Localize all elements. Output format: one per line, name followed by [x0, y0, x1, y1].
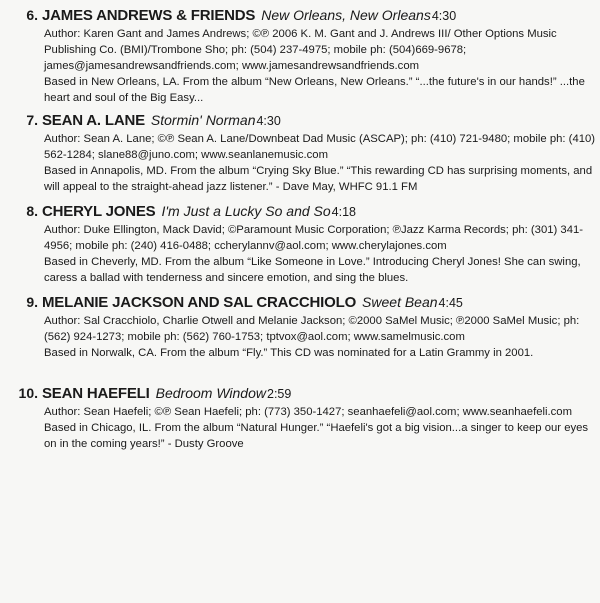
track-body — [44, 26, 596, 106]
track-body — [44, 222, 596, 286]
track-title: I'm Just a Lucky So and So — [161, 203, 331, 219]
track-entry-8 — [12, 201, 596, 286]
track-heading — [12, 5, 596, 25]
track-duration: 4:45 — [438, 296, 463, 310]
track-duration: 2:59 — [267, 387, 292, 401]
track-description: Based in Norwalk, CA. From the album “Fly.” This CD was nominated for a Latin Grammy in 2001. — [44, 347, 534, 359]
track-description: Based in Annapolis, MD. From the album “Crying Sky Blue.” “This rewarding CD has surprising moments, and will appeal to the straight-ahead jazz listener.” - Dave May, WHFC 91.1 FM — [44, 165, 593, 193]
track-title-line — [42, 201, 356, 222]
track-body — [44, 131, 596, 195]
track-title-line — [42, 292, 463, 313]
track-artist: JAMES ANDREWS & FRIENDS — [42, 7, 256, 24]
track-entry-9 — [12, 292, 596, 361]
track-duration: 4:30 — [431, 9, 457, 23]
track-heading — [12, 383, 596, 403]
track-heading — [12, 201, 596, 221]
track-entry-7 — [12, 110, 596, 195]
track-body — [44, 313, 596, 361]
track-artist: MELANIE JACKSON AND SAL CRACCHIOLO — [42, 294, 357, 311]
track-number: 8. — [26, 203, 38, 219]
track-heading — [12, 292, 596, 312]
track-description: Based in Cheverly, MD. From the album “Like Someone in Love.” Introducing Cheryl Jones! She can swing, caress a ballad with tenderness and sincere emotion, and sing the blues. — [44, 256, 581, 284]
track-credits: Author: Karen Gant and James Andrews; ©℗ 2006 K. M. Gant and J. Andrews III/ Other Options Music Publishing Co. (BMI)/Trombone Sho; ph: (504) 237-4975; mobile ph: (504)669-9678; james@jamesandrewsandfriends.com; www.jamesandrewsandfriends.com — [44, 28, 557, 72]
track-artist: CHERYL JONES — [42, 203, 156, 220]
track-number: 6. — [26, 7, 38, 23]
track-title-line — [42, 5, 456, 26]
track-description: Based in New Orleans, LA. From the album “New Orleans, New Orleans.” “...the future's in our hands!” ...the heart and soul of the Big Easy... — [44, 76, 585, 104]
track-entry-10 — [12, 383, 596, 452]
track-credits: Author: Sean Haefeli; ©℗ Sean Haefeli; ph: (773) 350-1427; seanhaefeli@aol.com; www.seanhaefeli.com — [44, 406, 572, 418]
track-credits: Author: Sal Cracchiolo, Charlie Otwell and Melanie Jackson; ©2000 SaMel Music; ℗2000 SaMel Music; ph: (562) 924-1273; mobile ph: (562) 760-1753; tptvox@aol.com; www.samelmusic.com — [44, 315, 580, 343]
track-heading — [12, 110, 596, 130]
track-entry-6 — [12, 5, 596, 106]
track-artist: SEAN HAEFELI — [42, 385, 150, 402]
track-title: Bedroom Window — [155, 385, 266, 401]
track-duration: 4:30 — [256, 114, 281, 128]
track-number: 9. — [26, 294, 38, 310]
track-duration: 4:18 — [331, 205, 357, 219]
track-number: 7. — [26, 112, 38, 128]
track-description: Based in Chicago, IL. From the album “Natural Hunger.” “Haefeli's got a big vision...a singer to keep our eyes on in the coming years!” - Dusty Groove — [44, 422, 589, 450]
track-title: New Orleans, New Orleans — [261, 7, 431, 23]
track-title-line — [42, 110, 281, 131]
track-number: 10. — [18, 385, 38, 401]
track-title: Sweet Bean — [362, 294, 438, 310]
track-title: Stormin' Norman — [150, 112, 256, 128]
track-artist: SEAN A. LANE — [42, 112, 145, 129]
track-credits: Author: Duke Ellington, Mack David; ©Paramount Music Corporation; ℗Jazz Karma Records; ph: (301) 341-4956; mobile ph: (240) 416-0488; ccherylannv@aol.com; www.cherylajones.com — [44, 224, 584, 252]
track-body — [44, 404, 596, 452]
track-title-line — [42, 383, 291, 404]
track-credits: Author: Sean A. Lane; ©℗ Sean A. Lane/Downbeat Dad Music (ASCAP); ph: (410) 721-9480; mobile ph: (410) 562-1284; slane88@juno.com; www.seanlanemusic.com — [44, 133, 596, 161]
